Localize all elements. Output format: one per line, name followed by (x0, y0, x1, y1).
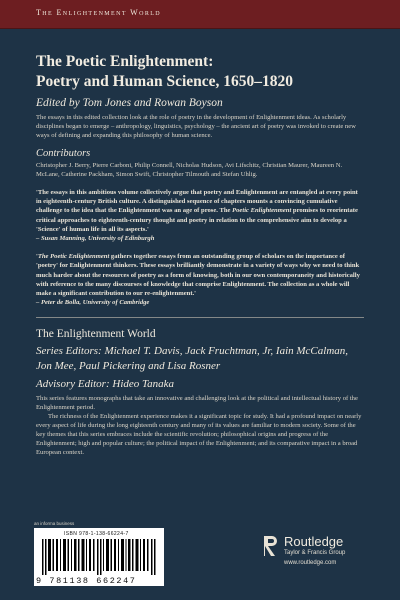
barcode-digits: 9 781138 662247 (36, 576, 137, 586)
endorsement-quote (36, 188, 364, 243)
quote-attribution: – Peter de Bolla, University of Cambridge (36, 299, 150, 307)
book-blurb: The essays in this edited collection look at the role of poetry in the development of Enlightenment ideas. As scholarly disciplines began to emerge – anthropology, linguistics, psychology – the ancient art of poetry was invoked to create new ways of defining and expanding this philosophy of human science. (36, 114, 356, 139)
series-name: The Enlightenment World (36, 328, 156, 341)
quote-text: gathers together essays from an outstanding group of scholars on the importance of 'poetry' for Enlightenment thinkers. These essays brilliantly demonstrate in a variety of ways why we need to think much harder about the resources of poetry as a form of knowing, both in our own contemporaneity and historically with reference to the many discourses of knowledge that comprise Enlightenment. The collection as a whole will make a significant contribution to our re-enlightenment.' (36, 253, 360, 298)
series-header-label: The Enlightenment World (36, 8, 162, 17)
quote-italic-title: The Poetic Enlightenment (37, 253, 110, 261)
isbn-barcode (34, 528, 164, 586)
series-description-paragraph: The richness of the Enlightenment experience makes it a significant topic for study. It had a profound impact on nearly every aspect of life during the long eighteenth century and many of its values are familiar to modern society. Some of the key themes that this series embraces include the scientific revolution; philosophical origins and progress of the Enlightenment; high and popular culture; the political impact of the Enlightenment; and its comparative impact in a broad European context. (36, 413, 362, 457)
isbn-number: ISBN 978-1-138-66224-7 (64, 531, 129, 537)
series-description (36, 394, 364, 457)
book-title (36, 52, 364, 92)
publisher-block (262, 532, 372, 582)
publisher-name: Routledge (284, 534, 344, 549)
book-title-line2: Poetry and Human Science, 1650–1820 (36, 73, 294, 90)
book-editors: Edited by Tom Jones and Rowan Boyson (36, 97, 223, 109)
advisory-editor: Advisory Editor: Hideo Tanaka (36, 378, 174, 391)
quote-text: promises to reorientate critical approaches to eighteenth-century thought and poetry in relation to the comprehensive aim to develop a 'Science' of human life in all its aspects.' (36, 207, 358, 233)
quote-text: ' (36, 253, 38, 261)
publisher-url: www.routledge.com (284, 560, 337, 566)
book-title-line1: The Poetic Enlightenment: (36, 53, 214, 70)
quote-italic-title: Poetic Enlightenment (232, 207, 292, 215)
series-header-bar (0, 0, 400, 28)
barcode-bars (42, 539, 156, 575)
quote-attribution: – Susan Manning, University of Edinburgh (36, 235, 155, 243)
endorsement-quote (36, 252, 364, 307)
quote-text: 'The essays in this ambitious volume collectively argue that poetry and Enlightenment are entangled at every point in eighteenth-century British culture. A distinguished sequence of chapters mounts a convincing cumulative challenge to the idea that the Enlightenment was an age of prose. The (36, 189, 358, 215)
contributors-heading: Contributors (36, 148, 91, 159)
series-editors: Series Editors: Michael T. Davis, Jack Fruchtman, Jr, Iain McCalman, Jon Mee, Paul Pickering and Lisa Rosner (36, 345, 349, 373)
informa-business-label: an informa business (34, 521, 75, 526)
series-description-paragraph: This series features monographs that take an innovative and challenging look at the political and intellectual history of the Enlightenment period. (36, 395, 358, 412)
section-divider (36, 317, 364, 318)
routledge-logo-icon (262, 534, 278, 558)
back-cover-content (36, 52, 364, 457)
publisher-group: Taylor & Francis Group (284, 550, 346, 556)
contributors-list: Christopher J. Berry, Pierre Carboni, Philip Connell, Nicholas Hudson, Avi Lifschitz, Christian Maurer, Maureen N. McLane, Catherine Packham, Simon Swift, Christopher Tilmouth and Stefan Uhlig. (36, 162, 343, 178)
